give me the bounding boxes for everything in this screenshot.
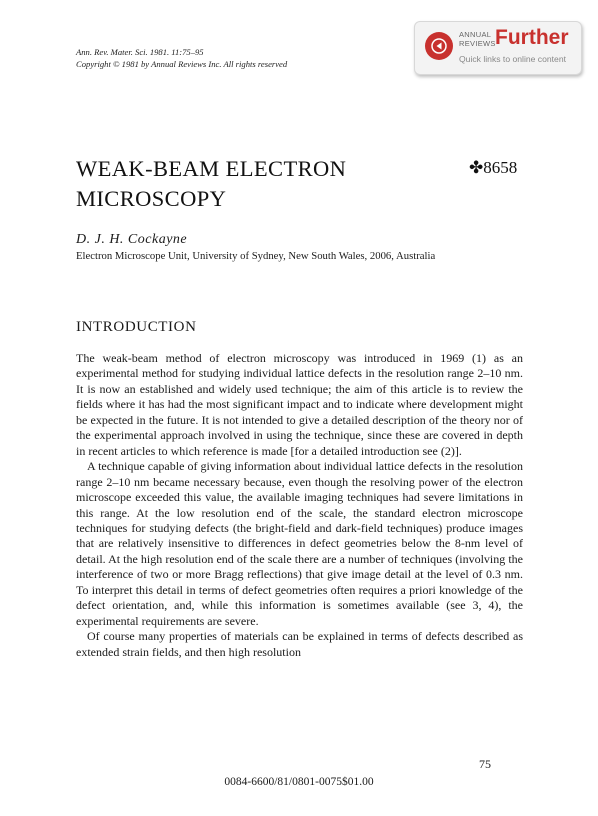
annual-reviews-further-badge[interactable]: [414, 21, 582, 75]
citation-line-1: Ann. Rev. Mater. Sci. 1981. 11:75–95: [76, 47, 204, 57]
paragraph-1: The weak-beam method of electron microscopy was introduced in 1969 (1) as an experimental method for studying individual lattice defects in the resolution range 2–10 nm. It is now an established and widely used technique; the aim of this article is to review the fields where it has had the most significant impact and to indicate where development might be expected in the future. It is not intended to give a detailed description of the theory nor of the experimental approach involved in using the technique, since these are covered in depth in recent articles to which reference is made [for a detailed introduction see (2)].: [76, 351, 523, 458]
author-affiliation: Electron Microscope Unit, University of Sydney, New South Wales, 2006, Australia: [76, 250, 436, 262]
play-arrow-icon: [425, 32, 453, 60]
journal-citation: [76, 47, 287, 70]
reference-number: ✤8658: [469, 158, 518, 177]
citation-line-2: Copyright © 1981 by Annual Reviews Inc. All rights reserved: [76, 58, 288, 69]
title-line-1: WEAK-BEAM ELECTRON: [76, 156, 347, 181]
section-heading: INTRODUCTION: [76, 319, 197, 335]
author-name: D. J. H. Cockayne: [76, 232, 188, 247]
badge-further-label: Further: [495, 26, 569, 49]
article-title: [76, 154, 346, 214]
badge-publisher: [459, 31, 496, 48]
title-line-2: MICROSCOPY: [76, 186, 227, 211]
badge-line-reviews: REVIEWS: [459, 38, 496, 48]
footer-code: 0084-6600/81/0801-0075$01.00: [224, 776, 374, 788]
paragraph-3: Of course many properties of materials can be explained in terms of defects described as extended strain fields, and then high resolution: [76, 629, 523, 659]
page-number: 75: [479, 757, 491, 771]
paragraph-2: A technique capable of giving information about individual lattice defects in the resolution range 2–10 nm became necessary because, even though the resolving power of the electron microscope exceeded this value, the available imaging techniques had severe limitations in this range. At the low resolution end of the scale, the standard electron microscope techniques for studying defects (the bright-field and dark-field techniques) produce images that are relatively insensitive to differences in defect geometries below the 8-nm level of detail. At the high resolution end of the scale there are a number of techniques (involving the interference of two or more Bragg reflections) that give image detail at the level of 0.3 nm. To interpret this detail in terms of defect geometries often requires a priori knowledge of the defect orientation, and, while this information is sometimes available (see 3, 4), the experimental requirements are severe.: [76, 459, 523, 628]
article-body: [76, 351, 523, 660]
badge-subtitle: Quick links to online content: [459, 54, 567, 64]
badge-line-annual: ANNUAL: [459, 30, 492, 39]
